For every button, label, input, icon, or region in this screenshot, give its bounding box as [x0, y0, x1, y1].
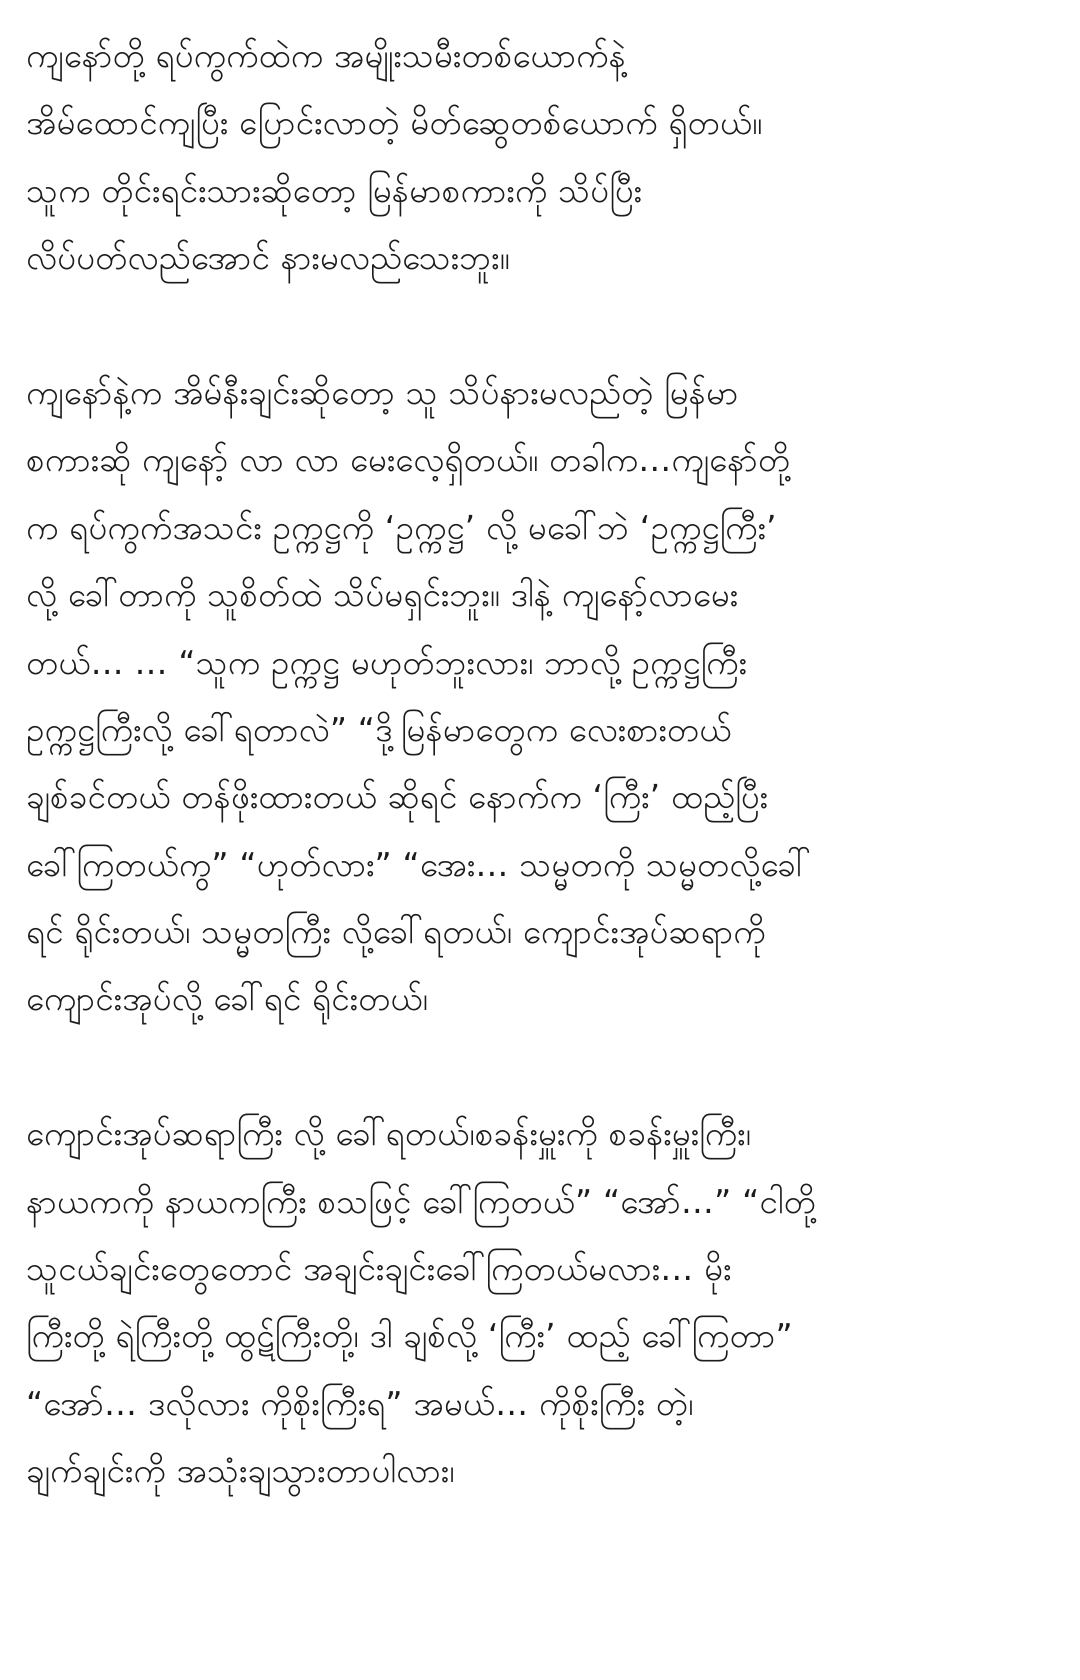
text-line: “အော်… ဒလိုလား ကိုစိုးကြီးရ” အမယ်… ကိုစိုးကြီး တဲ့၊: [26, 1383, 694, 1423]
text-line: ရင် ရိုင်းတယ်၊ သမ္မတကြီး လို့ခေါ်ရတယ်၊ ကျောင်းအုပ်ဆရာကို: [26, 912, 766, 952]
text-line: တယ်… … “သူက ဥက္ကဋ္ဌ မဟုတ်ဘူးလား၊ ဘာလို့ ဥက္ကဋ္ဌကြီး: [26, 642, 748, 682]
text-line: ကြီးတို့ ရဲကြီးတို့ ထွဋ်ကြီးတို့၊ ဒါ ချစ်လို့ ‘ကြီး’ ထည့် ခေါ်ကြတာ”: [26, 1316, 793, 1356]
paragraph-gap: [26, 292, 1056, 359]
text-line: ချက်ချင်းကို အသုံးချသွားတာပါလား၊: [26, 1451, 455, 1491]
text-line: လိပ်ပတ်လည်အောင် နားမလည်သေးဘူး။: [26, 238, 510, 278]
text-line: ကျောင်းအုပ်ဆရာကြီး လို့ ခေါ်ရတယ်၊စခန်းမှူးကို စခန်းမှူးကြီး၊: [26, 1114, 752, 1154]
text-line: က ရပ်ကွက်အသင်း ဥက္ကဋ္ဌကို ‘ဥက္ကဋ္ဌ’ လို့ မခေါ်ဘဲ ‘ဥက္ကဋ္ဌကြီး’: [26, 507, 777, 547]
text-line: ကျနော်နဲ့က အိမ်နီးချင်းဆိုတော့ သူ သိပ်နားမလည်တဲ့ မြန်မာ: [26, 372, 739, 412]
text-line: သူငယ်ချင်းတွေတောင် အချင်းချင်းခေါ်ကြတယ်မလား… မိုး: [26, 1249, 732, 1289]
paragraph: [26, 22, 1056, 292]
text-line: စကားဆို ကျနော့် လာ လာ မေးလေ့ရှိတယ်။ တခါက…ကျနော်တို့: [26, 440, 791, 480]
text-line: သူက တိုင်းရင်းသားဆိုတော့ မြန်မာစကားကို သိပ်ပြီး: [26, 170, 643, 210]
text-line: နာယကကို နာယကကြီး စသဖြင့် ခေါ်ကြတယ်” “အော်…” “ငါတို့: [26, 1181, 816, 1221]
post-body: [26, 22, 1056, 1505]
paragraph: [26, 359, 1056, 1033]
text-line: ဥက္ကဋ္ဌကြီးလို့ ခေါ်ရတာလဲ” “ဒို့မြန်မာတွေက လေးစားတယ်: [26, 709, 732, 749]
text-line: ချစ်ခင်တယ် တန်ဖိုးထားတယ် ဆိုရင် နောက်က ‘ကြီး’ ထည့်ပြီး: [26, 777, 769, 817]
text-line: ခေါ်ကြတယ်ကွ” “ဟုတ်လား” “အေး… သမ္မတကို သမ္မတလို့ခေါ်: [26, 844, 811, 884]
paragraph-gap: [26, 1033, 1056, 1100]
text-line: ကျောင်းအုပ်လို့ ခေါ်ရင် ရိုင်းတယ်၊: [26, 979, 429, 1019]
paragraph: [26, 1100, 1056, 1504]
text-line: ကျနော်တို့ ရပ်ကွက်ထဲက အမျိုးသမီးတစ်ယောက်နဲ့: [26, 36, 626, 75]
text-line: အိမ်ထောင်ကျပြီး ပြောင်းလာတဲ့ မိတ်ဆွေတစ်ယောက် ရှိတယ်။: [26, 103, 763, 143]
text-line: လို့ ခေါ်တာကို သူစိတ်ထဲ သိပ်မရှင်းဘူး။ ဒါနဲ့ ကျနော့်လာမေး: [26, 575, 739, 615]
